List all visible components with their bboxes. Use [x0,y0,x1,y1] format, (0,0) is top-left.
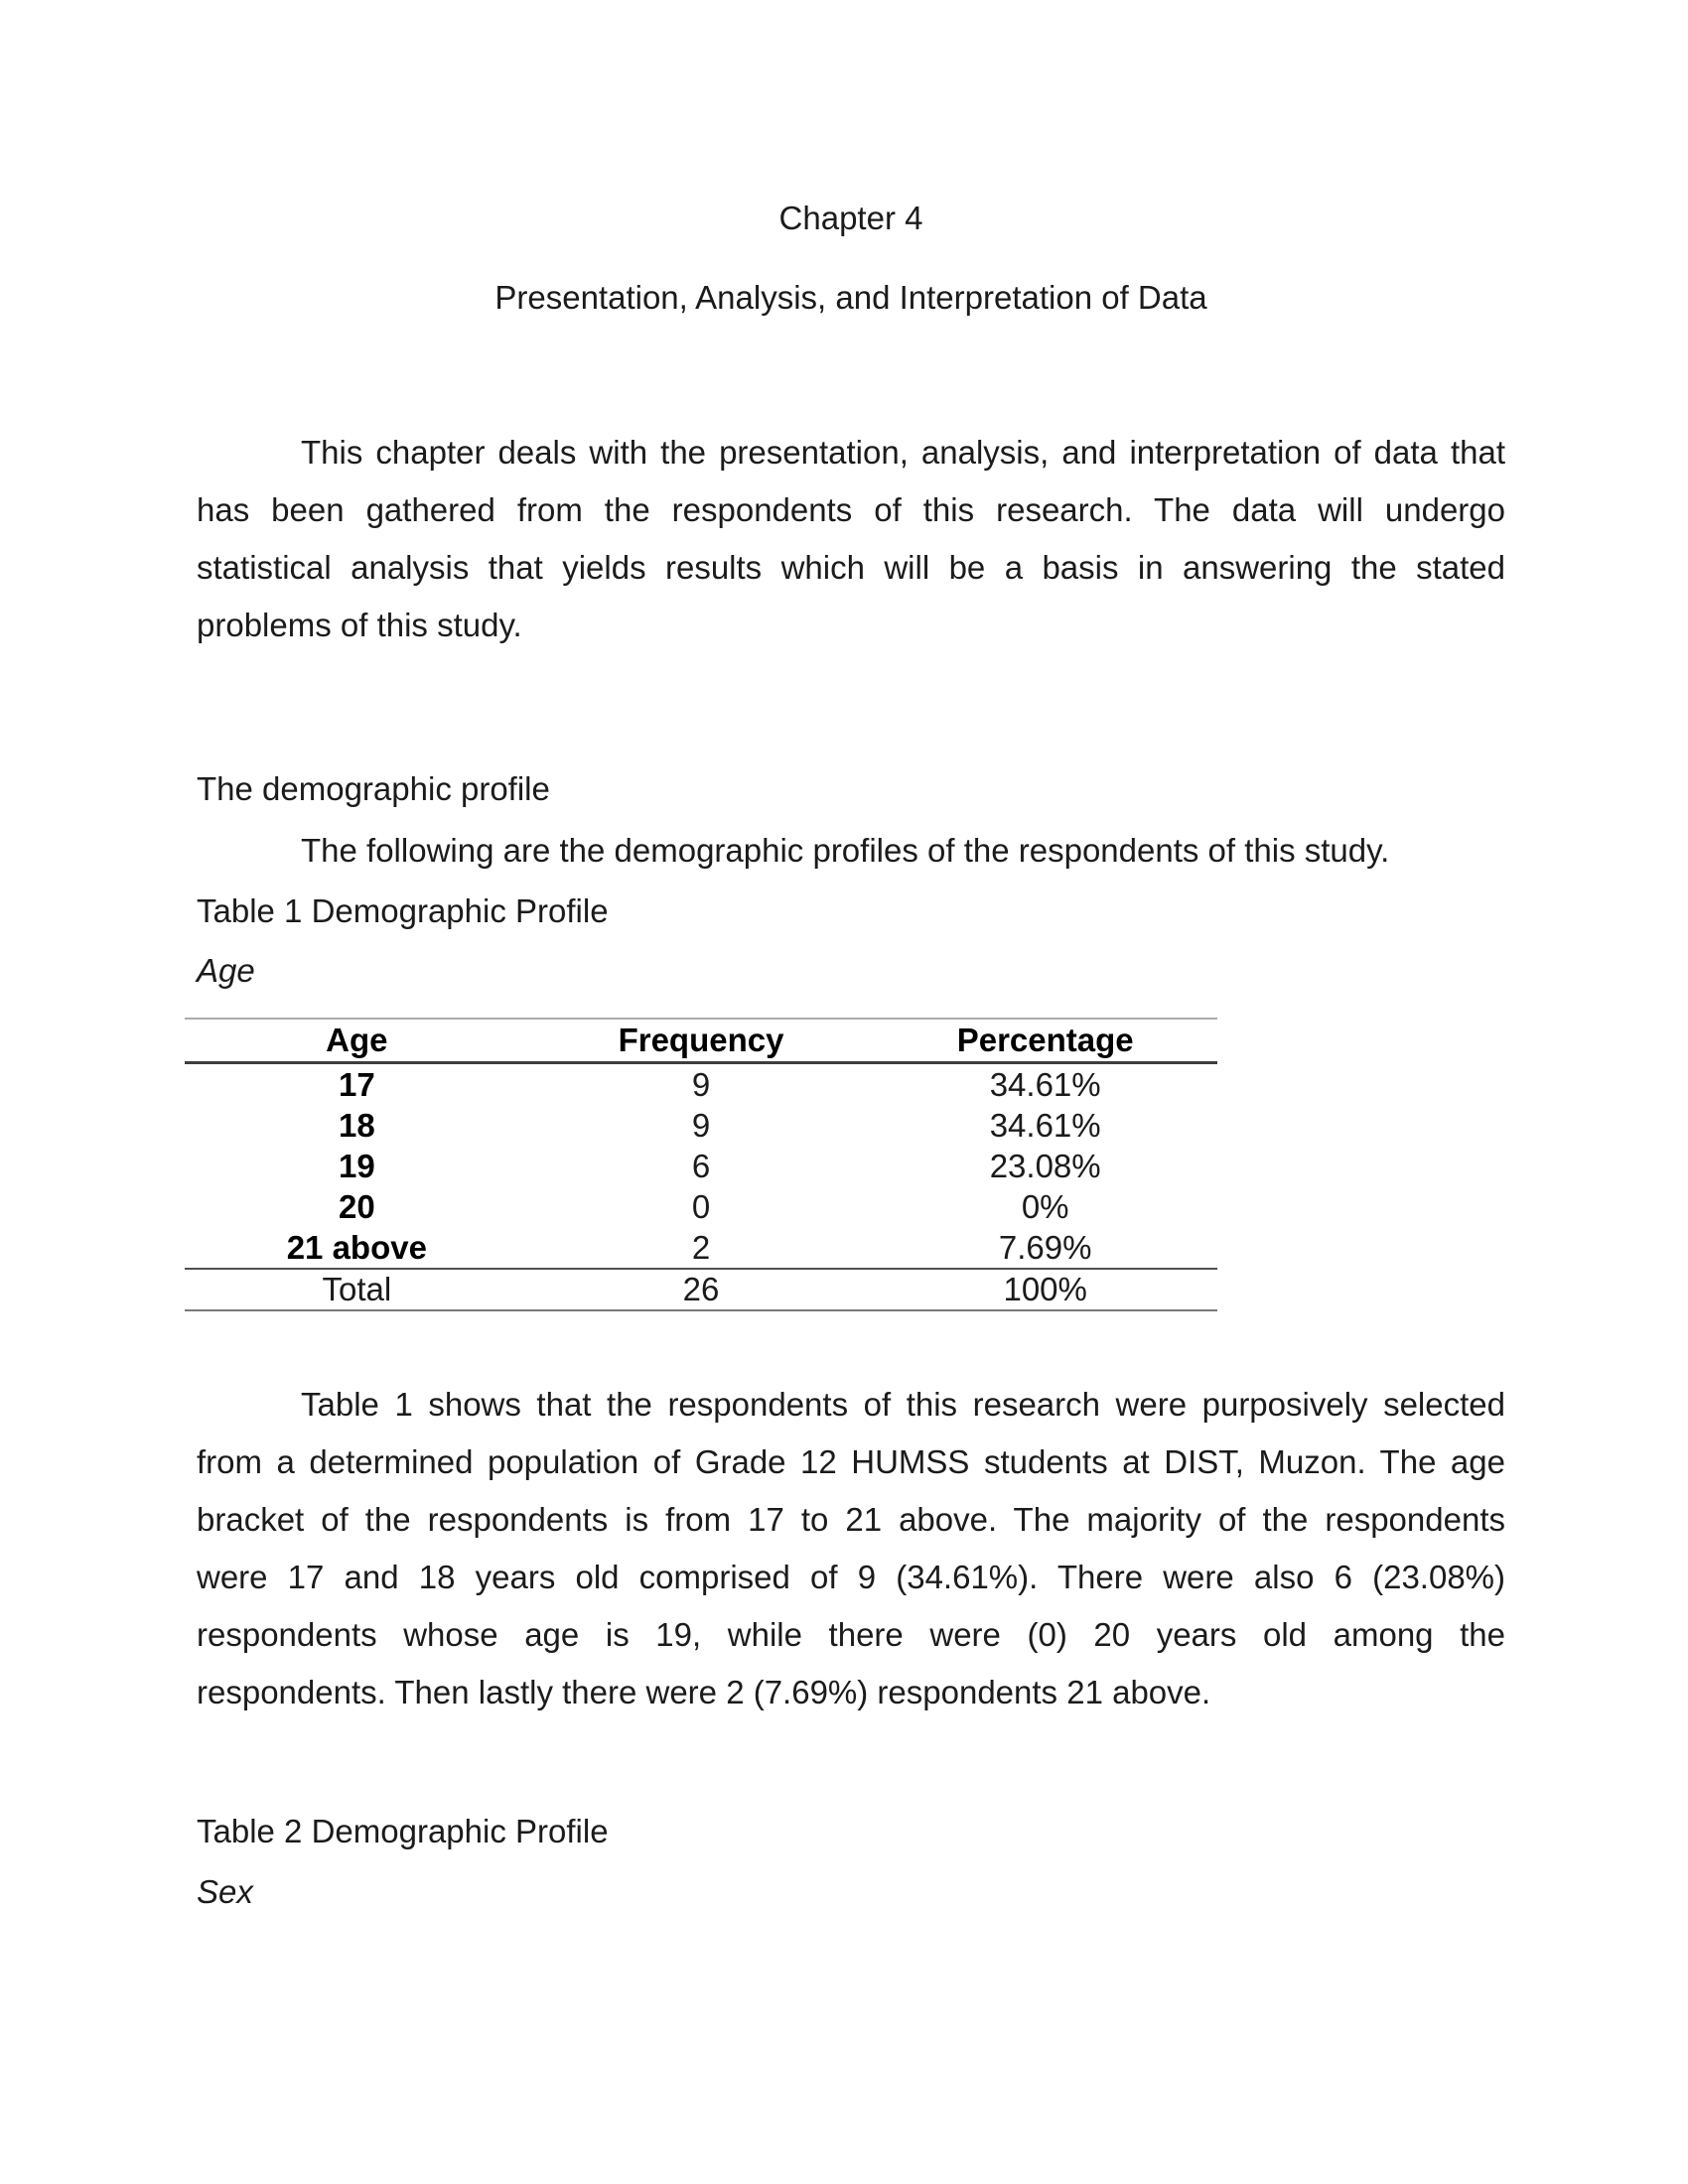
table-cell-percentage: 34.61% [989,1107,1101,1144]
paragraph-line: were 17 and 18 years old comprised of 9 (34.61%). There were also 6 (23.08%) [197,1559,1505,1595]
table-header-percentage: Percentage [956,1022,1134,1058]
chapter-title: Chapter 4 [778,200,923,236]
table-cell-total-frequency: 26 [682,1271,720,1307]
table1-variable-label: Age [197,952,255,989]
table-cell-age: 20 [338,1188,375,1225]
table-row [185,1064,1217,1105]
paragraph-line: from a determined population of Grade 12 HUMSS students at DIST, Muzon. The age [197,1443,1505,1480]
intro-paragraph [197,424,1505,654]
table-cell-frequency: 6 [691,1148,711,1184]
paragraph-line: respondents whose age is 19, while there were (0) 20 years old among the [197,1616,1505,1653]
table-cell-percentage: 0% [1021,1188,1069,1225]
paragraph-line: has been gathered from the respondents of this research. The data will undergo [197,491,1505,528]
table-cell-age: 19 [338,1148,375,1184]
paragraph-line: Table 1 shows that the respondents of this research were purposively selected [301,1386,1505,1423]
table-total-row [185,1268,1217,1309]
paragraph-line: bracket of the respondents is from 17 to 21 above. The majority of the respondents [197,1501,1505,1538]
section-lead-sentence: The following are the demographic profiles of the respondents of this study. [301,832,1390,869]
table-cell-total-percentage: 100% [1003,1271,1087,1307]
paragraph-line: problems of this study. [197,607,522,643]
table-cell-percentage: 23.08% [989,1148,1101,1184]
table-cell-percentage: 34.61% [989,1066,1101,1103]
table-row [185,1146,1217,1186]
table-row [185,1186,1217,1227]
chapter-subtitle: Presentation, Analysis, and Interpretation of Data [494,279,1207,316]
table-header-frequency: Frequency [618,1022,784,1058]
table-cell-frequency: 9 [691,1066,711,1103]
table2-variable-label: Sex [197,1873,253,1910]
table-cell-frequency: 0 [691,1188,711,1225]
paragraph-line: statistical analysis that yields results which will be a basis in answering the stated [197,549,1505,586]
table-row [185,1227,1217,1268]
table1-caption: Table 1 Demographic Profile [197,892,609,929]
table-cell-age: 21 above [286,1229,427,1266]
table-header-row [185,1020,1217,1064]
table-cell-total-label: Total [322,1271,392,1307]
paragraph-line: This chapter deals with the presentation, analysis, and interpretation of data that [301,434,1505,471]
table-cell-frequency: 9 [691,1107,711,1144]
analysis-paragraph [197,1376,1505,1721]
demographic-table-age [185,1018,1217,1311]
table-cell-age: 17 [338,1066,375,1103]
table-cell-percentage: 7.69% [998,1229,1092,1266]
table-cell-frequency: 2 [691,1229,711,1266]
section-heading: The demographic profile [197,770,550,807]
table-row [185,1105,1217,1146]
table-header-age: Age [326,1022,388,1058]
table-cell-age: 18 [338,1107,375,1144]
paragraph-line: respondents. Then lastly there were 2 (7.69%) respondents 21 above. [197,1674,1211,1710]
table2-caption: Table 2 Demographic Profile [197,1813,609,1849]
